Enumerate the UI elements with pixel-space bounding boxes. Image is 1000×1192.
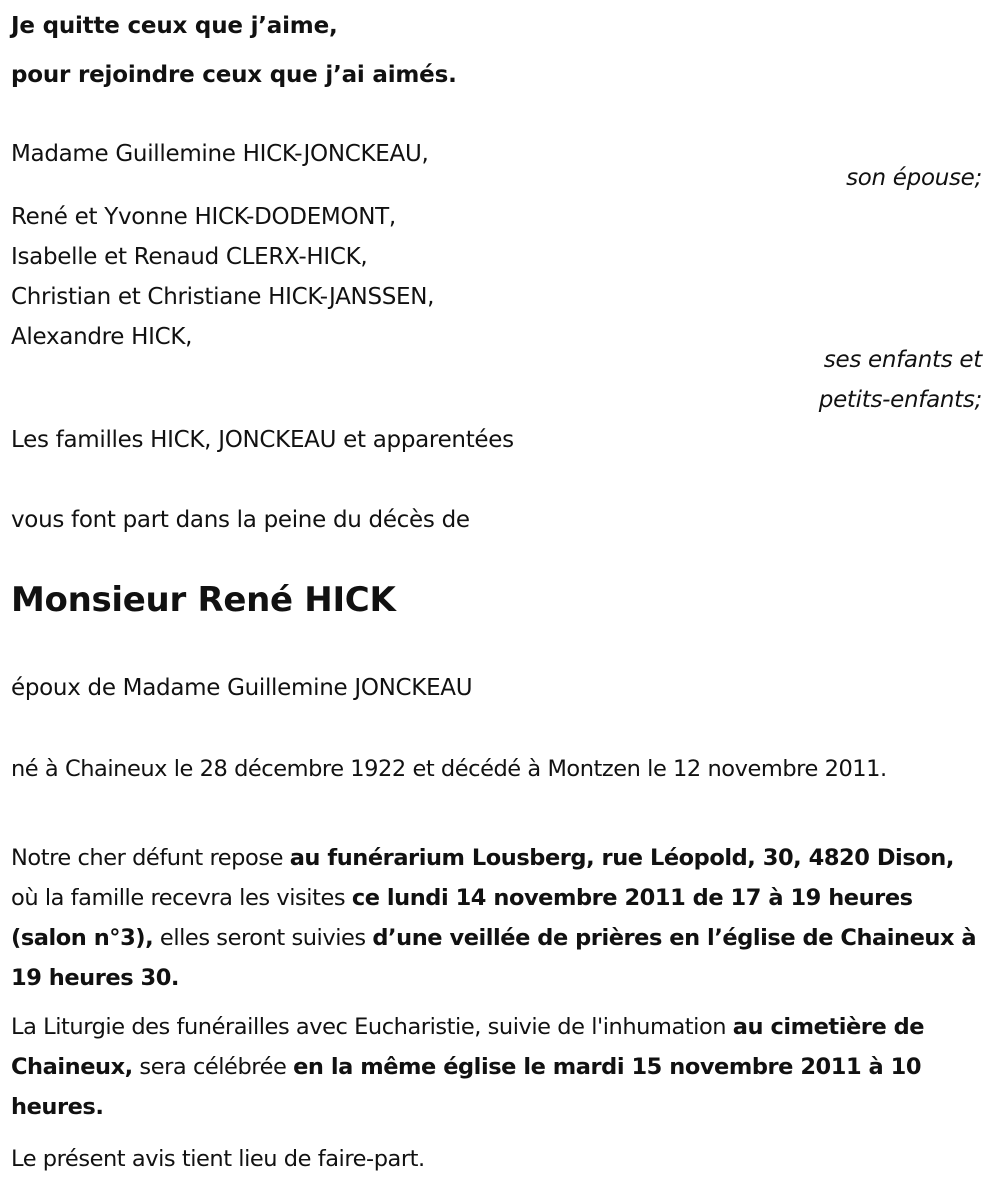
child-name: René et Yvonne HICK-DODEMONT, <box>11 204 396 230</box>
quote-line-2: pour rejoindre ceux que j’ai aimés. <box>11 62 457 88</box>
funeral-paragraph <box>11 1007 986 1127</box>
spouse-name: Madame Guillemine HICK-JONCKEAU, <box>11 141 429 167</box>
visitation-text: Notre cher défunt repose <box>11 845 290 871</box>
deceased-name: Monsieur René HICK <box>11 580 396 620</box>
children-relation-line-1: ses enfants et <box>823 347 982 373</box>
announcement-line: vous font part dans la peine du décès de <box>11 507 470 533</box>
quote-line-1: Je quitte ceux que j’aime, <box>11 13 338 39</box>
burial-place: au cimetière de Chaineux, <box>11 1014 925 1080</box>
funeral-time: en la même église le mardi 15 novembre 2011 à 10 heures. <box>11 1054 922 1120</box>
visitation-text: elles seront suivies <box>153 925 373 951</box>
spouse-relation: son épouse; <box>846 165 982 191</box>
funerarium-address: au funérarium Lousberg, rue Léopold, 30, 4820 Dison, <box>289 845 954 871</box>
spouse-of-line: époux de Madame Guillemine JONCKEAU <box>11 675 473 701</box>
visitation-paragraph <box>11 838 986 998</box>
funeral-text: sera célébrée <box>132 1054 294 1080</box>
child-name: Alexandre HICK, <box>11 324 193 350</box>
children-relation-line-2: petits-enfants; <box>818 387 982 413</box>
closing-line: Le présent avis tient lieu de faire-part. <box>11 1146 425 1172</box>
funeral-text: La Liturgie des funérailles avec Eucharistie, suivie de l'inhumation <box>11 1014 733 1040</box>
families-line: Les familles HICK, JONCKEAU et apparentées <box>11 427 514 453</box>
child-name: Isabelle et Renaud CLERX-HICK, <box>11 244 368 270</box>
birth-death-paragraph: né à Chaineux le 28 décembre 1922 et décédé à Montzen le 12 novembre 2011. <box>11 756 887 782</box>
vigil-details: d’une veillée de prières en l’église de Chaineux à 19 heures 30. <box>11 925 977 991</box>
child-name: Christian et Christiane HICK-JANSSEN, <box>11 284 435 310</box>
visitation-time: ce lundi 14 novembre 2011 de 17 à 19 heures (salon n°3), <box>11 885 913 951</box>
visitation-text: où la famille recevra les visites <box>11 885 352 911</box>
